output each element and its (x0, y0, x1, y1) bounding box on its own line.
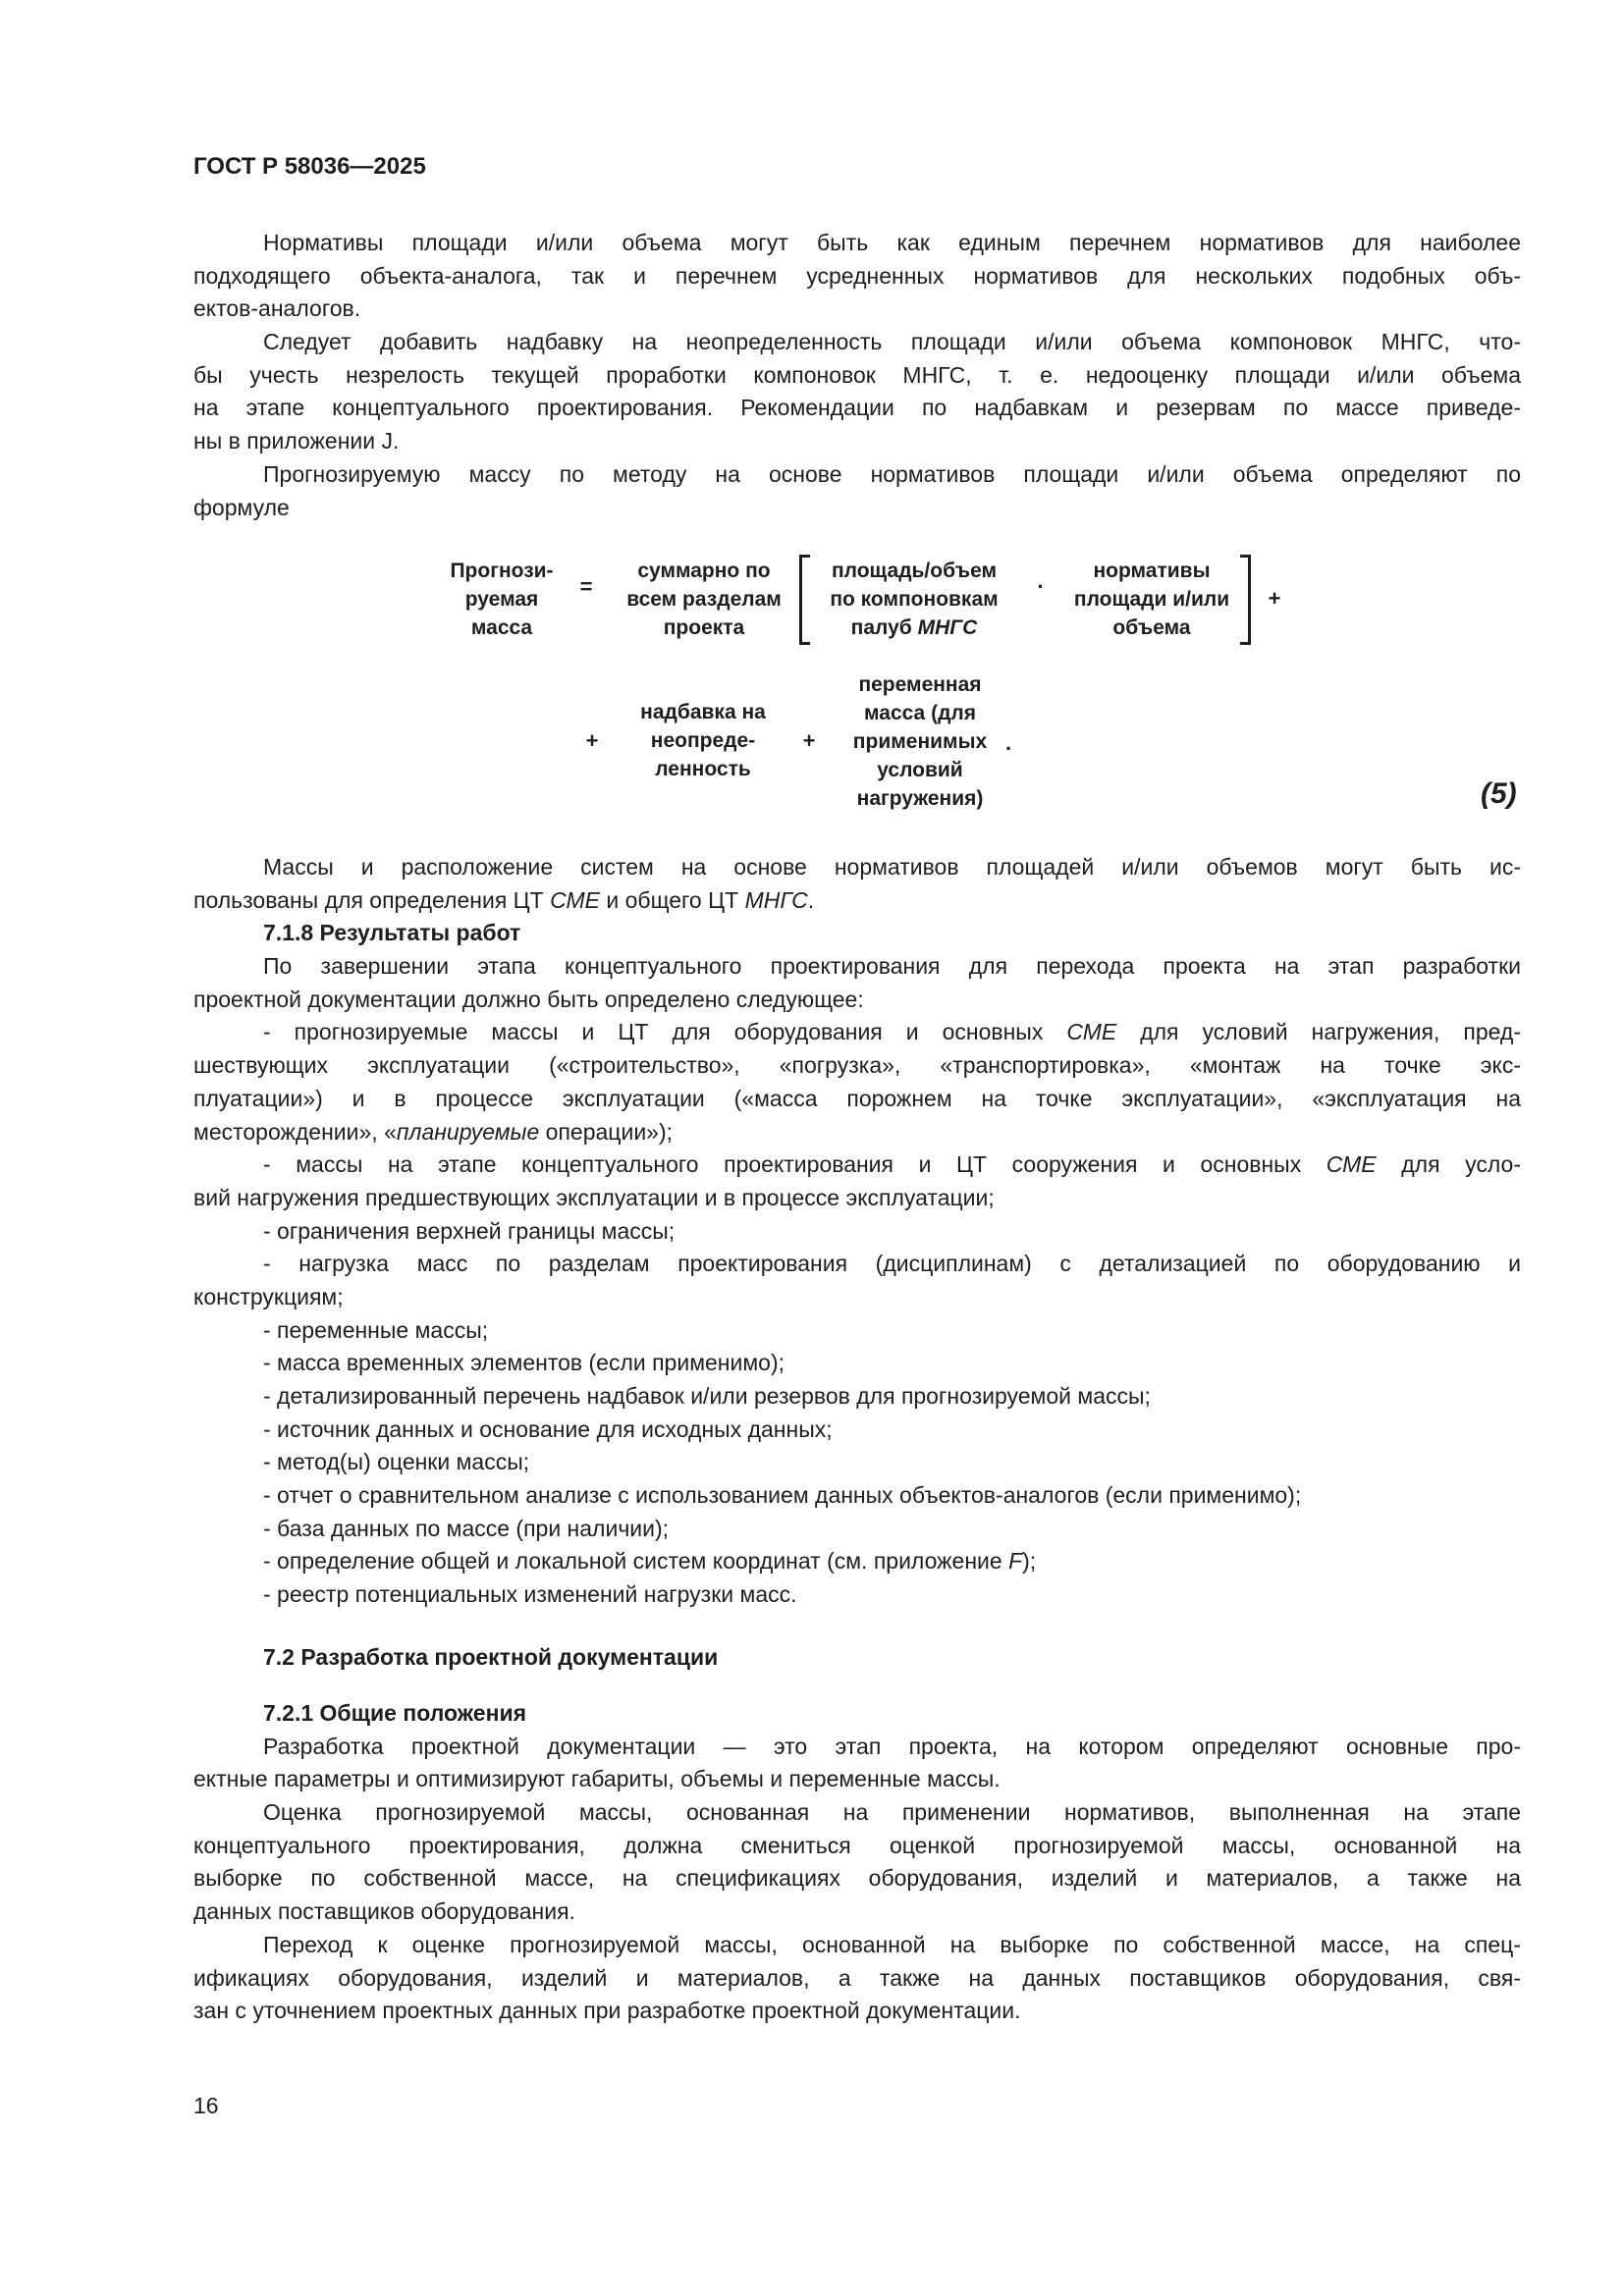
text-block-general (193, 1697, 1521, 2028)
paragraph (193, 851, 1521, 917)
text-line (193, 1479, 1521, 1513)
text-line (193, 392, 1521, 425)
italic-term: планируемые (396, 1118, 540, 1145)
paragraph (193, 950, 1521, 1016)
text-line (193, 1446, 1521, 1479)
text-line (193, 1731, 1521, 1764)
formula-line: надбавка на (640, 701, 766, 723)
text-run: 7.1.8 Результаты работ (263, 920, 521, 946)
formula-line (830, 614, 998, 642)
text-line (193, 359, 1521, 393)
text-block-results (193, 851, 1521, 1612)
text-run: ектов-аналогов. (193, 295, 361, 322)
formula-area (830, 557, 998, 642)
formula-line: масса (для (864, 702, 976, 724)
text-line (193, 984, 1521, 1017)
list-item (193, 1414, 1521, 1447)
text-line (193, 1995, 1521, 2028)
text-line (193, 1314, 1521, 1348)
text-run: - переменные массы; (263, 1316, 489, 1343)
formula-line: нагружения) (856, 787, 984, 810)
text-run: выборке по собственной массе, на спецификациях оборудования, изделий и материалов, а также на (193, 1865, 1521, 1892)
list-item (193, 1545, 1521, 1578)
formula-plus: + (1268, 586, 1281, 611)
text-line (193, 1862, 1521, 1896)
section-heading (193, 1697, 1521, 1731)
paragraph (193, 1796, 1521, 1929)
text-line (193, 851, 1521, 884)
formula-line: руемая (464, 588, 539, 611)
text-line (193, 260, 1521, 294)
list-item (193, 1148, 1521, 1214)
text-run: Массы и расположение систем на основе нормативов площадей и/или объемов могут быть ис- (263, 854, 1521, 880)
text-run: пользованы для определения ЦТ (193, 886, 551, 913)
text-line (193, 1641, 1521, 1675)
formula-norms (1074, 557, 1229, 642)
text-line (193, 1116, 1521, 1149)
text-run: . (807, 886, 815, 913)
text-line (193, 293, 1521, 326)
italic-term: МНГС (917, 616, 978, 639)
text-run: 7.2 Разработка проектной документации (263, 1644, 719, 1670)
text-run: - масса временных элементов (если применимо); (263, 1350, 785, 1376)
text-run: Нормативы площади и/или объема могут быть как единым перечнем нормативов для наиболее (263, 230, 1521, 255)
text-run: Разработка проектной документации — это этап проекта, на котором определяют основные про- (263, 1733, 1521, 1759)
text-run: проектной документации должно быть определено следующее: (193, 986, 864, 1012)
formula-equals: = (579, 574, 593, 599)
text-line (193, 458, 1521, 492)
italic-term: СМЕ (1066, 1019, 1117, 1045)
text-run: данных поставщиков оборудования. (193, 1898, 575, 1925)
right-bracket (1240, 555, 1251, 645)
formula-line: по компоновкам (830, 588, 999, 611)
text-block-intro (193, 227, 1521, 524)
formula-line: нормативы (1093, 560, 1211, 582)
formula-variable (853, 670, 987, 813)
list-item (193, 1347, 1521, 1380)
text-line (193, 1697, 1521, 1731)
list-item (193, 1380, 1521, 1414)
text-run: и общего ЦТ (599, 886, 745, 913)
text-line (193, 1513, 1521, 1546)
text-run: вий нагружения предшествующих эксплуатации и в процессе эксплуатации; (193, 1184, 995, 1210)
section-heading-7-2 (193, 1641, 1521, 1675)
list-item (193, 1215, 1521, 1249)
text-line (193, 1380, 1521, 1414)
text-line (193, 1182, 1521, 1215)
text-run: Переход к оценке прогнозируемой массы, основанной на выборке по собственной массе, на спец- (263, 1931, 1521, 1957)
text-run: - определение общей и локальной систем координат (см. приложение (263, 1548, 1009, 1575)
text-line (193, 1281, 1521, 1314)
list-item (193, 1513, 1521, 1546)
text-run: - реестр потенциальных изменений нагрузки масс. (263, 1581, 797, 1608)
text-run: - ограничения верхней границы массы; (263, 1217, 676, 1244)
document-header: ГОСТ Р 58036—2025 (193, 153, 426, 180)
list-item (193, 1314, 1521, 1348)
text-run: плуатации») и в процессе эксплуатации («масса порожнем на точке эксплуатации», «эксплуатация на (193, 1085, 1521, 1111)
list-item (193, 1578, 1521, 1612)
text-line (193, 227, 1521, 260)
text-line (193, 1414, 1521, 1447)
text-run: ); (1022, 1548, 1037, 1575)
italic-term: F (1008, 1548, 1023, 1575)
formula-lhs (450, 557, 553, 642)
paragraph (193, 326, 1521, 458)
text-run: - база данных по массе (при наличии); (263, 1515, 670, 1541)
text-run: - массы на этапе концептуального проектирования и ЦТ сооружения и основных (263, 1151, 1326, 1178)
formula-line: ленность (655, 758, 751, 780)
text-run: - метод(ы) оценки массы; (263, 1449, 530, 1475)
formula-plus: + (802, 728, 816, 753)
text-line (193, 1083, 1521, 1116)
text-line (193, 1248, 1521, 1281)
text-line (193, 1049, 1521, 1083)
formula-line: объема (1112, 616, 1191, 639)
text-run: По завершении этапа концептуального проектирования для перехода проекта на этап разработки (263, 953, 1521, 980)
text-run: Оценка прогнозируемой массы, основанная на применении нормативов, выполненная на этапе (263, 1799, 1521, 1826)
list-item (193, 1248, 1521, 1313)
formula-line: площадь/объем (831, 560, 998, 582)
text-run: концептуального проектирования, должна смениться оценкой прогнозируемой массы, основанной на (193, 1832, 1521, 1858)
formula-plus: + (585, 728, 599, 753)
equation-number: (5) (1481, 777, 1517, 810)
italic-term: МНГС (744, 886, 808, 913)
formula-allowance (640, 698, 766, 783)
text-line (193, 1929, 1521, 1962)
formula-dot: · (1037, 574, 1045, 599)
paragraph (193, 227, 1521, 326)
formula-line: Прогнози- (450, 560, 554, 582)
formula-period: . (1004, 730, 1012, 755)
text-run: 7.2.1 Общие положения (263, 1700, 527, 1726)
text-run: - прогнозируемые массы и ЦТ для оборудования и основных (263, 1019, 1067, 1045)
formula-line: условий (877, 759, 963, 781)
formula-sum (626, 557, 782, 642)
paragraph (193, 1929, 1521, 2028)
text-line (193, 1962, 1521, 1996)
paragraph (193, 1731, 1521, 1796)
formula-line: площади и/или (1073, 588, 1230, 611)
text-run: бы учесть незрелость текущей проработки компоновок МНГС, т. е. недооценку площади и/или объема (193, 361, 1521, 388)
formula-line: проекта (663, 616, 745, 639)
text-run: - отчет о сравнительном анализе с использованием данных объектов-аналогов (если применимо); (263, 1482, 1302, 1509)
text-line (193, 425, 1521, 458)
text-run: подходящего объекта-аналога, так и перечнем усредненных нормативов для нескольких подобных объ- (193, 262, 1521, 289)
formula-line: масса (470, 616, 533, 639)
text-line (193, 1215, 1521, 1249)
text-line (193, 492, 1521, 525)
text-line (193, 884, 1521, 918)
text-run: - источник данных и основание для исходных данных; (263, 1415, 833, 1442)
text-line (193, 326, 1521, 359)
list-item (193, 1479, 1521, 1513)
text-line (193, 1896, 1521, 1929)
text-run: операции»); (539, 1118, 674, 1145)
text-line (193, 917, 1521, 950)
text-run: палуб (850, 616, 918, 639)
text-run: ектные параметры и оптимизируют габариты, объемы и переменные массы. (193, 1766, 1001, 1792)
text-run: - детализированный перечень надбавок и/или резервов для прогнозируемой массы; (263, 1383, 1151, 1409)
left-bracket (799, 555, 810, 645)
italic-term: СМЕ (1326, 1151, 1377, 1178)
text-line (193, 1830, 1521, 1863)
text-run: - нагрузка масс по разделам проектирования (дисциплинам) с детализацией по оборудованию и (263, 1251, 1521, 1277)
text-line (193, 1578, 1521, 1612)
text-run: зан с уточнением проектных данных при разработке проектной документации. (193, 1998, 1021, 2024)
text-run: Прогнозируемую массу по методу на основе нормативов площади и/или объема определяют по (263, 460, 1521, 487)
text-run: на этапе концептуального проектирования. Рекомендации по надбавкам и резервам по массе приведе- (193, 395, 1521, 421)
text-line (193, 1796, 1521, 1830)
list-item (193, 1446, 1521, 1479)
text-line (193, 1016, 1521, 1049)
text-line (193, 1763, 1521, 1796)
page-number: 16 (193, 2093, 219, 2118)
text-line (193, 1347, 1521, 1380)
text-run: Следует добавить надбавку на неопределенность площади и/или объема компоновок МНГС, что- (263, 329, 1521, 355)
text-run: ификациях оборудования, изделий и материалов, а также на данных поставщиков оборудования, свя- (193, 1964, 1521, 1991)
formula-line: всем разделам (626, 588, 782, 611)
text-run: ны в приложении J. (193, 428, 400, 454)
list-item (193, 1016, 1521, 1148)
formula-line: применимых (852, 730, 988, 753)
text-line (193, 1148, 1521, 1182)
paragraph (193, 458, 1521, 524)
text-run: месторождении», « (193, 1118, 397, 1145)
section-heading (193, 1641, 1521, 1675)
text-line (193, 950, 1521, 984)
text-run: конструкциям; (193, 1283, 344, 1309)
formula-line: неопреде- (650, 729, 756, 752)
formula-line: суммарно по (637, 560, 771, 582)
section-heading (193, 917, 1521, 950)
text-run: формуле (193, 494, 290, 520)
text-run: шествующих эксплуатации («строительство», «погрузка», «транспортировка», «монтаж на точке экс- (193, 1052, 1521, 1079)
italic-term: СМЕ (550, 886, 600, 913)
text-run: для усло- (1376, 1151, 1521, 1178)
formula-line: переменная (858, 673, 982, 696)
text-run: для условий нагружения, пред- (1116, 1019, 1521, 1045)
text-line (193, 1545, 1521, 1578)
